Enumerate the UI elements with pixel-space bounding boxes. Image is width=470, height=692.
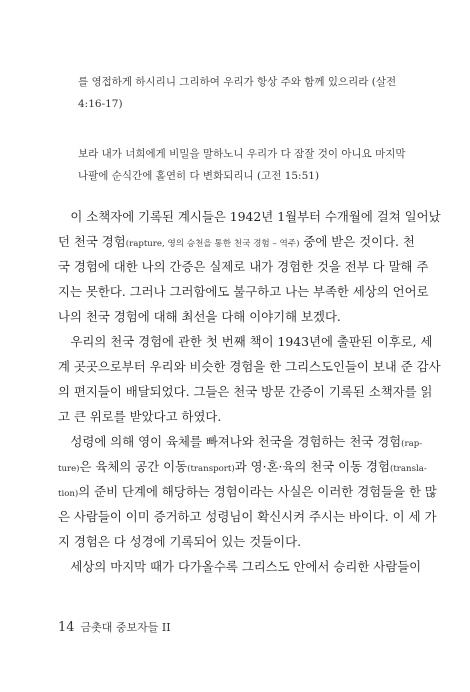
text-line: 지는 못한다. 그러나 그러함에도 불구하고 나는 부족한 세상의 언어로 [58,284,429,299]
quote-line: 보라 내가 너희에게 비밀을 말하노니 우리가 다 잠잘 것이 아니요 마지막 [78,148,406,160]
text-line: 던 천국 경험(rapture, 영의 승천을 통한 천국 경험 – 역주) 중에 받은 것이다. 천 [58,234,415,249]
text-line: 의 편지들이 배달되었다. 그들은 천국 방문 간증이 기록된 소책자를 읽 [58,384,433,399]
text-line: 이 소책자에 기록된 계시들은 1942년 1월부터 수개월에 걸쳐 일어났 [70,209,441,224]
text-line: ture)은 육체의 공간 이동(transport)과 영·혼·육의 천국 이동 경험(transla- [58,459,427,474]
page-footer [58,619,171,635]
translator-note: (rapture, 영의 승천을 통한 천국 경험 – 역주) [125,239,300,249]
paragraph-2 [58,329,441,429]
text-line: tion)의 준비 단계에 해당하는 경험이라는 사실은 이러한 경험들을 한 많 [58,484,437,499]
text-line: 계 곳곳으로부터 우리와 비슷한 경험을 한 그리스도인들이 보내 준 감사 [58,359,441,374]
text-line: 우리의 천국 경험에 관한 첫 번째 책이 1943년에 출판된 이후로, 세 [70,334,433,349]
scripture-quote-1 [78,71,398,115]
text-line: 고 큰 위로를 받았다고 하였다. [58,409,222,424]
text-line: 세상의 마지막 때가 다가올수록 그리스도 안에서 승리한 사람들이 [70,559,422,574]
scripture-quote-2 [78,143,406,187]
text-line: 국 경험에 대한 나의 간증은 실제로 내가 경험한 것을 전부 다 말해 주 [58,259,429,274]
quote-line: 나팔에 순식간에 홀연히 다 변화되리니 (고전 15:51) [78,170,320,182]
text-line: 나의 천국 경험에 대해 최선을 다해 이야기해 보겠다. [58,309,341,324]
quote-line: 4:16-17) [78,98,123,110]
paragraph-3 [58,429,437,554]
paragraph-4 [58,554,422,579]
running-title: 금촛대 중보자들 II [80,621,171,634]
page-number: 14 [58,620,75,635]
text-line: 은 사람들이 이미 증거하고 성령님이 확신시켜 주시는 바이다. 이 세 가 [58,509,437,524]
text-line: 성령에 의해 영이 육체를 빠져나와 천국을 경험하는 천국 경험(rap- [70,434,423,449]
quote-line: 를 영접하게 하시리니 그리하여 우리가 항상 주와 함께 있으리라 (살전 [78,76,397,88]
body-text [58,204,441,579]
paragraph-1 [58,204,441,329]
text-line: 지 경험은 다 성경에 기록되어 있는 것들이다. [58,534,302,549]
